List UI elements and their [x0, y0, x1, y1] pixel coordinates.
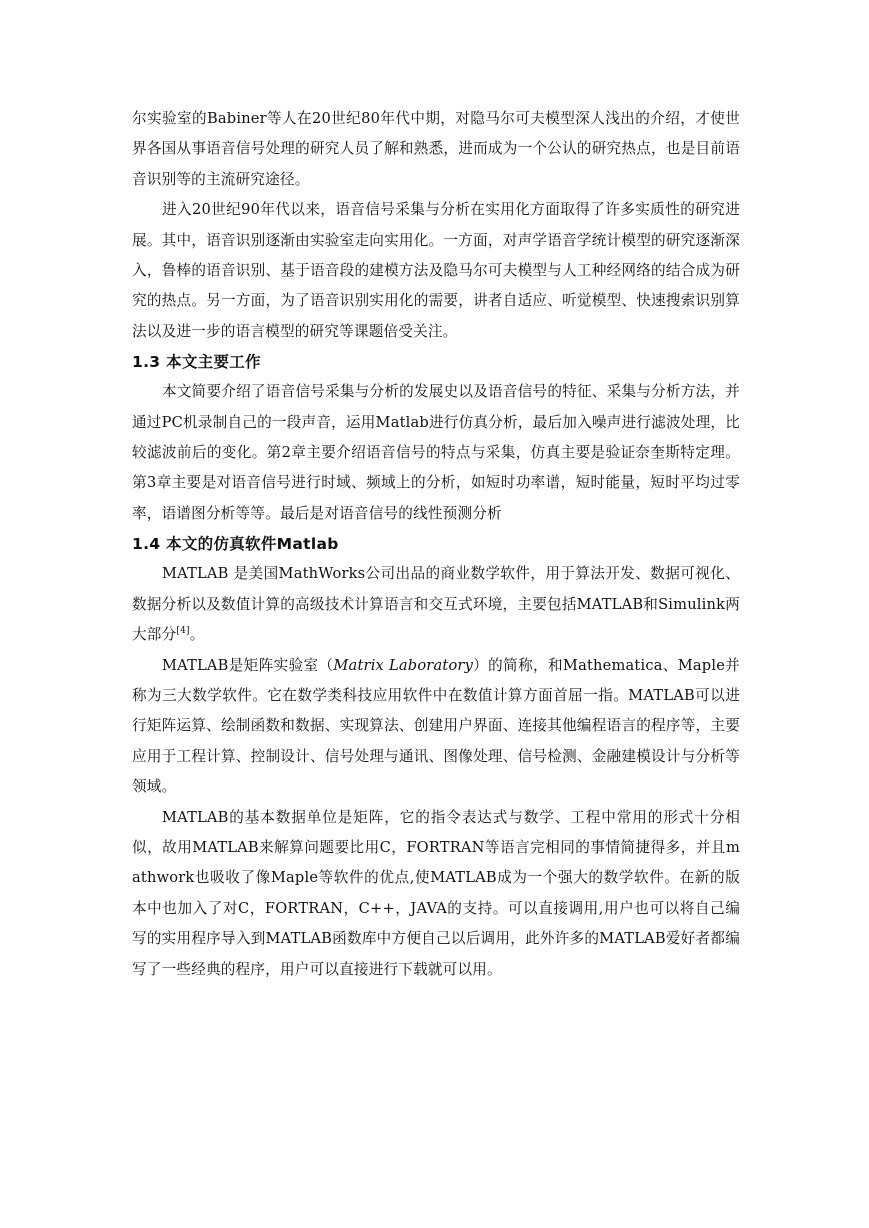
paragraph-matlab-intro — [132, 559, 740, 650]
paragraph-matlab-matrix: MATLAB的基本数据单位是矩阵，它的指令表达式与数学、工程中常用的形式十分相似，故用MATLAB来解算问题要比用C，FORTRAN等语言完相同的事情简捷得多，并且mathwork也吸收了像Maple等软件的优点,使MATLAB成为一个强大的数学软件。在新的版本中也加入了对C，FORTRAN，C++，JAVA的支持。可以直接调用,用户也可以将自己编写的实用程序导入到MATLAB函数库中方便自己以后调用，此外许多的MATLAB爱好者都编写了一些经典的程序，用户可以直接进行下载就可以用。 — [132, 808, 740, 978]
matlab-definition-rest: ）的简称，和Mathematica、Maple并称为三大数学软件。它在数学类科技应用软件中在数值计算方面首屈一指。MATLAB可以进行矩阵运算、绘制函数和数据、实现算法、创建用户界面、连接其他编程语言的程序等，主要应用于工程计算、控制设计、信号处理与通讯、图像处理、信号检测、金融建模设计与分析等领域。 — [132, 656, 740, 796]
matrix-laboratory-term: Matrix Laboratory — [333, 656, 474, 674]
citation-ref: [4] — [176, 626, 190, 637]
paragraph-main-work: 本文简要介绍了语音信号采集与分析的发展史以及语音信号的特征、采集与分析方法，并通过PC机录制自己的一段声音，运用Matlab进行仿真分析，最后加入噪声进行滤波处理，比较滤波前后的变化。第2章主要介绍语音信号的特点与采集，仿真主要是验证奈奎斯特定理。第3章主要是对语音信号进行时域、频域上的分析，如短时功率谱，短时能量，短时平均过零率，语谱图分析等等。最后是对语音信号的线性预测分析 — [132, 383, 740, 522]
matlab-intro-text: MATLAB 是美国MathWorks公司出品的商业数学软件，用于算法开发、数据可视化、数据分析以及数值计算的高级技术计算语言和交互式环境，主要包括MATLAB和Simulink两大部分 — [132, 565, 740, 644]
paragraph-matlab-definition — [132, 651, 740, 803]
matlab-intro-end: 。 — [189, 626, 205, 644]
matlab-definition-start: MATLAB是矩阵实验室（ — [162, 656, 334, 674]
document-page — [132, 104, 740, 985]
paragraph-1990s-progress: 进入20世纪90年代以来，语音信号采集与分析在实用化方面取得了许多实质性的研究进展。其中，语音识别逐渐由实验室走向实用化。一方面，对声学语音学统计模型的研究逐渐深入，鲁棒的语音识别、基于语音段的建模方法及隐马尔可夫模型与人工种经网络的结合成为研究的热点。另一方面，为了语音识别实用化的需要，讲者自适应、听觉模型、快速搜索识别算法以及进一步的语言模型的研究等课题倍受关注。 — [132, 201, 740, 340]
paragraph-hmm-history: 尔实验室的Babiner等人在20世纪80年代中期，对隐马尔可夫模型深人浅出的介绍，才使世界各国从事语音信号处理的研究人员了解和熟悉，进而成为一个公认的研究热点，也是目前语音识别等的主流研究途径。 — [132, 110, 740, 188]
section-heading-main-work: 1.3 本文主要工作 — [132, 353, 261, 372]
section-heading-matlab: 1.4 本文的仿真软件Matlab — [132, 535, 339, 554]
